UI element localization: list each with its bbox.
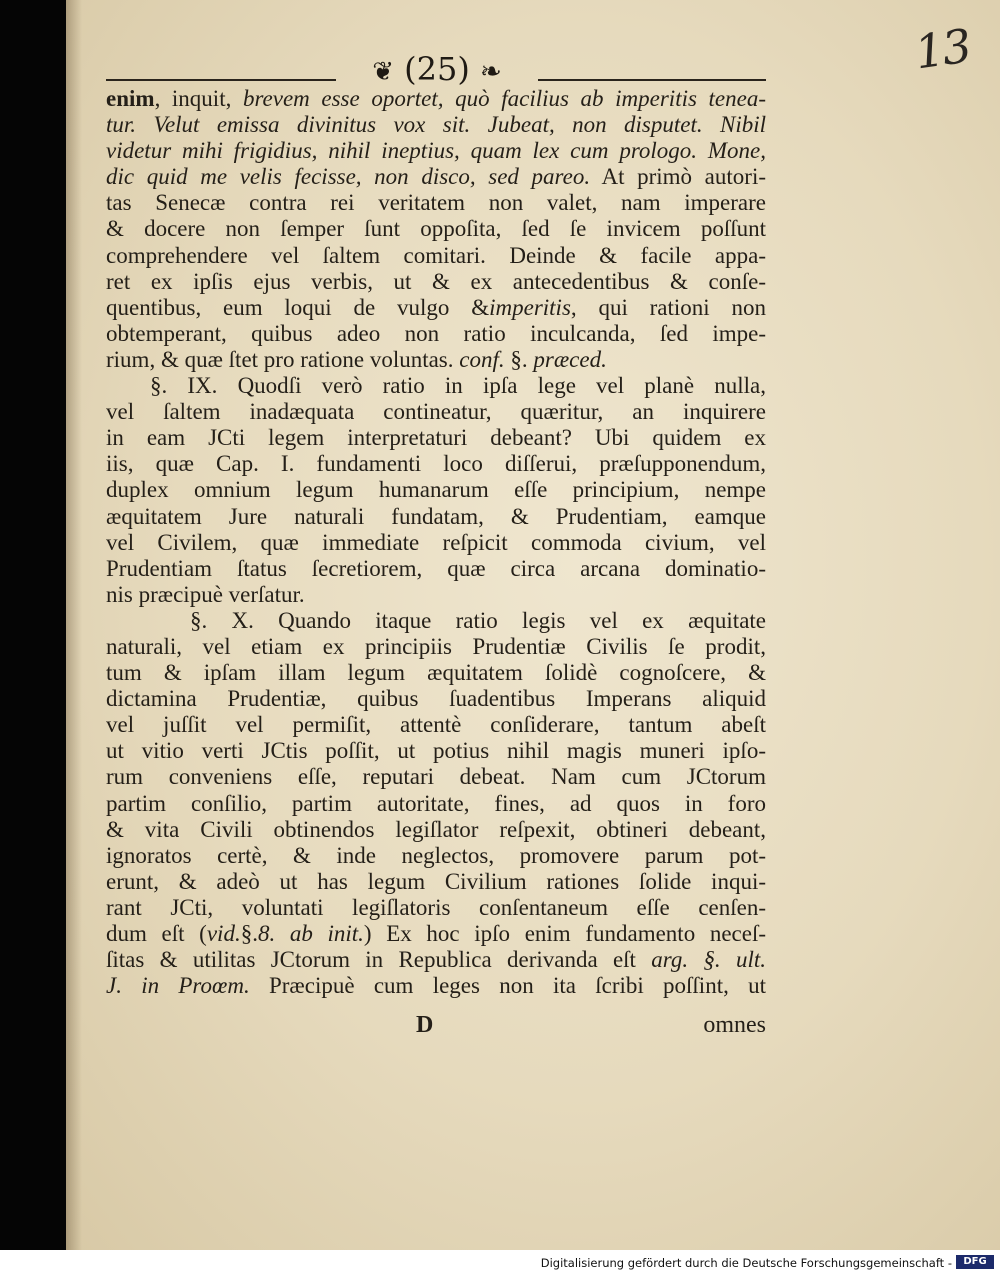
text-line: æquitatem Jure naturali fundatam, & Prudentiam, eamque (106, 503, 766, 529)
text-line: iis, quæ Cap. I. fundamenti loco diſſerui, præſupponendum, (106, 451, 766, 477)
text-line: dic quid me velis fecisse, non disco, sed pareo. At primò autori- (106, 164, 766, 190)
text-line: rium, & quæ ſtet pro ratione voluntas. conf. §. præced. (106, 346, 607, 372)
text-line: Prudentiam ſtatus ſecretiorem, quæ circa arcana dominatio- (106, 555, 766, 581)
header-ornament-right-icon: ❧ (480, 57, 502, 87)
text-line: ſitas & utilitas JCtorum in Republica derivanda eſt arg. §. ult. (106, 947, 766, 973)
text-line: J. in Proœm. Præcipuè cum leges non ita ſcribi poſſint, ut (106, 973, 766, 999)
text-line: nis præcipuè verſatur. (106, 581, 305, 607)
running-header (106, 48, 766, 88)
text-line: duplex omnium legum humanarum eſſe principium, nempe (106, 477, 766, 503)
text-line: rant JCti, voluntati legiſlatoris conſentaneum eſſe cenſen- (106, 894, 766, 920)
text-line: partim conſilio, partim autoritate, fines, ad quos in foro (106, 790, 766, 816)
digitization-footer (0, 1250, 1000, 1276)
folio-mark: 13 (911, 18, 974, 80)
section-x-heading-line: §. X. Quando itaque ratio legis vel ex æquitate (190, 607, 766, 633)
text-line: & vita Civili obtinendos legiſlator reſpexit, obtineri debeant, (106, 816, 766, 842)
section-ix-heading-line: §. IX. Quodſi verò ratio in ipſa lege vel planè nulla, (150, 373, 766, 399)
header-ornament-left-icon: ❦ (372, 57, 394, 87)
text-line: ret ex ipſis ejus verbis, ut & ex antecedentibus & conſe- (106, 268, 766, 294)
text-line: vel ſaltem inadæquata contineatur, quæritur, an inquirere (106, 399, 766, 425)
header-rule-left (106, 79, 336, 81)
text-line: naturali, vel etiam ex principiis Prudentiæ Civilis ſe prodit, (106, 633, 766, 659)
text-line: comprehendere vel ſaltem comitari. Deinde & facile appa- (106, 242, 766, 268)
text-line: enim, inquit, brevem esse oportet, quò facilius ab imperitis tenea- (106, 86, 766, 111)
text-line: erunt, & adeò ut has legum Civilium rationes ſolide inqui- (106, 868, 766, 894)
page-number-text: (25) (404, 50, 470, 88)
header-rule-right (538, 79, 766, 81)
text-line: tum & ipſam illam legum æquitatem ſolidè cognoſcere, & (106, 660, 766, 686)
text-line: obtemperant, quibus adeo non ratio inculcanda, ſed impe- (106, 320, 766, 346)
text-line: & docere non ſemper ſunt oppoſita, ſed ſe invicem poſſunt (106, 216, 766, 242)
text-line: tur. Velut emissa divinitus vox sit. Jubeat, non disputet. Nibil (106, 112, 766, 138)
text-line: quentibus, eum loqui de vulgo &imperitis, qui rationi non (106, 294, 766, 320)
text-line: vel juſſit vel permiſit, attentè conſiderare, tantum abeſt (106, 712, 766, 738)
book-page (66, 0, 1000, 1250)
text-line: videtur mihi frigidius, nihil ineptius, quam lex cum prologo. Mone, (106, 138, 766, 164)
catchword: omnes (703, 1012, 766, 1038)
text-line: ut vitio verti JCtis poſſit, ut potius nihil magis muneri ipſo- (106, 738, 766, 764)
text-line: ignoratos certè, & inde neglectos, promovere parum pot- (106, 842, 766, 868)
catch-line (106, 1012, 766, 1040)
text-line: tas Senecæ contra rei veritatem non valet, nam imperare (106, 190, 766, 216)
text-line: dum eſt (vid.§.8. ab init.) Ex hoc ipſo enim fundamento neceſ- (106, 921, 766, 946)
text-line: rum conveniens eſſe, reputari debeat. Nam cum JCtorum (106, 764, 766, 790)
dfg-logo: DFG (956, 1255, 994, 1269)
text-line: vel Civilem, quæ immediate reſpicit commoda civium, vel (106, 529, 766, 555)
text-line: in eam JCti legem interpretaturi debeant? Ubi quidem ex (106, 425, 766, 451)
text-block (106, 86, 766, 999)
page-number (342, 50, 532, 88)
text-line: dictamina Prudentiæ, quibus ſuadentibus Imperans aliquid (106, 686, 766, 712)
signature-mark: D (416, 1012, 434, 1038)
funding-credit: Digitalisierung gefördert durch die Deutsche Forschungsgemeinschaft - (540, 1256, 952, 1270)
